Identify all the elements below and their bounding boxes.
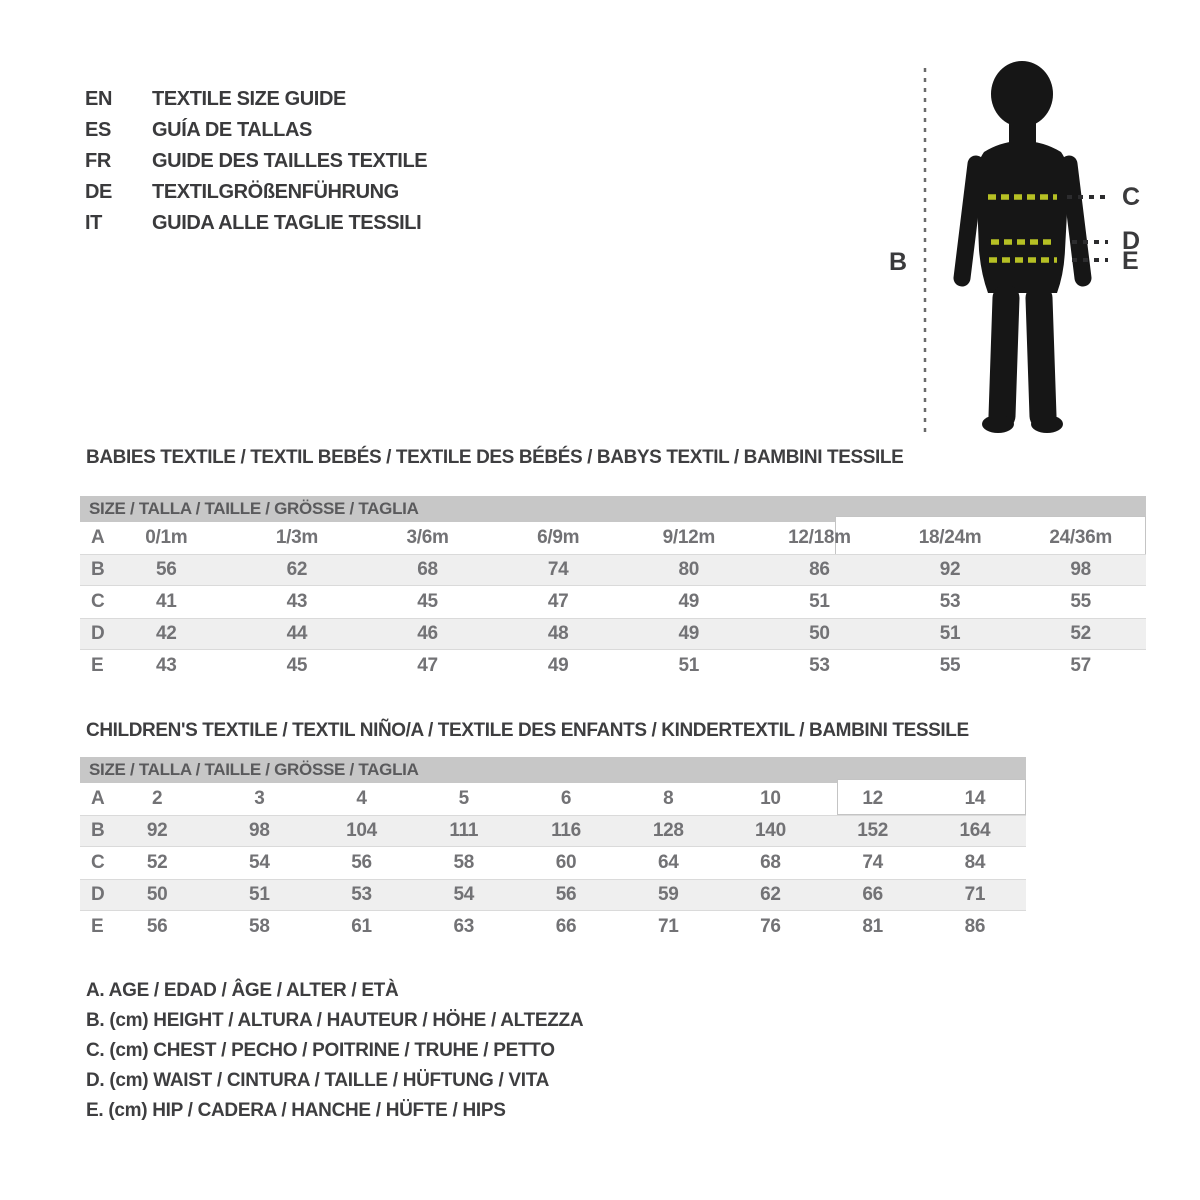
table-cell: 98 — [249, 820, 270, 841]
table-cell: 71 — [657, 916, 679, 937]
table-cell: 41 — [156, 591, 177, 612]
table-cell: 59 — [657, 884, 679, 905]
table-cell: 54 — [249, 852, 270, 873]
table-cell: 152 — [857, 820, 889, 841]
table-cell: 24/36m — [1049, 527, 1112, 548]
table-cell: 45 — [286, 655, 308, 676]
table-cell: 51 — [678, 655, 700, 676]
table-row — [80, 879, 1026, 911]
table-cell: 52 — [146, 852, 168, 873]
table-cell: 49 — [678, 591, 700, 612]
table-cell: 44 — [286, 623, 308, 644]
table-cell: 56 — [351, 852, 372, 873]
language-title: GUÍA DE TALLAS — [152, 119, 312, 141]
table-cell: 81 — [862, 916, 883, 937]
table-cell: 46 — [417, 623, 438, 644]
table-cell: 47 — [547, 591, 569, 612]
table-cell: 104 — [346, 820, 377, 841]
table-cell: 49 — [547, 655, 569, 676]
table-cell: 84 — [964, 852, 986, 873]
table-cell: 51 — [249, 884, 270, 905]
table-body — [80, 522, 1146, 682]
language-row — [85, 146, 427, 177]
table-cell: 58 — [453, 852, 475, 873]
legend-item: B. (cm) HEIGHT / ALTURA / HAUTEUR / HÖHE / ALTEZZA — [86, 1010, 584, 1031]
table-cell: 56 — [146, 916, 168, 937]
children-size-table — [80, 757, 1026, 943]
table-cell: 111 — [449, 820, 479, 841]
table-cell: 60 — [555, 852, 577, 873]
table-cell: 92 — [146, 820, 168, 841]
table-header: SIZE / TALLA / TAILLE / GRÖSSE / TAGLIA — [80, 757, 1026, 783]
table-row-label: C — [91, 852, 105, 873]
table-row-label: D — [91, 884, 105, 905]
legend-item: C. (cm) CHEST / PECHO / POITRINE / TRUHE / PETTO — [86, 1040, 555, 1061]
table-row-label: C — [91, 591, 105, 612]
table-row-label: A — [91, 527, 105, 548]
table-cell: 68 — [760, 852, 781, 873]
table-cell: 56 — [156, 559, 177, 580]
table-cell: 62 — [286, 559, 308, 580]
table-cell: 74 — [862, 852, 883, 873]
table-row — [80, 522, 1146, 554]
table-cell: 47 — [417, 655, 438, 676]
table-cell: 4 — [356, 788, 367, 809]
table-row — [80, 650, 1146, 682]
babies-section-heading: BABIES TEXTILE / TEXTIL BEBÉS / TEXTILE DES BÉBÉS / BABYS TEXTIL / BAMBINI TESSILE — [86, 447, 904, 468]
table-cell: 63 — [453, 916, 475, 937]
height-label: B — [888, 248, 908, 276]
table-cell: 50 — [146, 884, 168, 905]
language-code: DE — [85, 181, 112, 203]
table-cell: 71 — [964, 884, 986, 905]
table-cell: 9/12m — [662, 527, 715, 548]
table-cell: 12 — [862, 788, 883, 809]
table-row-label: E — [91, 916, 104, 937]
language-guide — [85, 84, 427, 239]
table-cell: 6 — [560, 788, 572, 809]
table-cell: 80 — [678, 559, 700, 580]
language-row — [85, 84, 427, 115]
size-figure — [860, 50, 1180, 445]
table-row — [80, 554, 1146, 586]
table-row-label: A — [91, 788, 105, 809]
table-cell: 5 — [458, 788, 469, 809]
table-cell: 61 — [351, 916, 372, 937]
table-cell: 1/3m — [275, 527, 318, 548]
legend-item: E. (cm) HIP / CADERA / HANCHE / HÜFTE / HIPS — [86, 1100, 506, 1121]
table-header: SIZE / TALLA / TAILLE / GRÖSSE / TAGLIA — [80, 496, 1146, 522]
language-title: TEXTILE SIZE GUIDE — [152, 88, 346, 110]
language-code: IT — [85, 212, 102, 234]
table-cell: 43 — [156, 655, 177, 676]
table-cell: 66 — [555, 916, 577, 937]
table-cell: 86 — [964, 916, 986, 937]
language-title: GUIDA ALLE TAGLIE TESSILI — [152, 212, 422, 234]
table-cell: 10 — [760, 788, 781, 809]
table-cell: 86 — [809, 559, 830, 580]
language-code: EN — [85, 88, 112, 110]
table-cell: 8 — [663, 788, 674, 809]
language-title: GUIDE DES TAILLES TEXTILE — [152, 150, 428, 172]
table-cell: 48 — [547, 623, 569, 644]
language-row — [85, 115, 427, 146]
table-cell: 53 — [809, 655, 830, 676]
table-cell: 53 — [939, 591, 961, 612]
size-figure-svg — [860, 50, 1180, 445]
hip-label: E — [1122, 247, 1139, 275]
table-cell: 51 — [939, 623, 961, 644]
language-code: ES — [85, 119, 111, 141]
table-body — [80, 783, 1026, 943]
language-row — [85, 208, 427, 239]
table-cell: 2 — [151, 788, 163, 809]
table-cell: 49 — [678, 623, 700, 644]
table-cell: 3/6m — [406, 527, 449, 548]
table-row — [80, 783, 1026, 815]
table-row-label: D — [91, 623, 105, 644]
table-cell: 18/24m — [918, 527, 982, 548]
table-row — [80, 586, 1146, 618]
table-cell: 51 — [809, 591, 830, 612]
table-cell: 55 — [939, 655, 961, 676]
table-row — [80, 618, 1146, 650]
table-cell: 76 — [760, 916, 781, 937]
table-cell: 6/9m — [537, 527, 580, 548]
table-cell: 116 — [551, 820, 581, 841]
table-cell: 3 — [254, 788, 265, 809]
table-cell: 62 — [760, 884, 781, 905]
table-row — [80, 911, 1026, 943]
table-cell: 164 — [959, 820, 991, 841]
waist-label: D — [1122, 227, 1141, 255]
table-cell: 42 — [156, 623, 177, 644]
table-cell: 98 — [1070, 559, 1091, 580]
table-cell: 52 — [1070, 623, 1091, 644]
table-cell: 54 — [453, 884, 475, 905]
table-cell: 43 — [286, 591, 308, 612]
table-cell: 50 — [809, 623, 830, 644]
table-cell: 68 — [417, 559, 438, 580]
table-cell: 14 — [964, 788, 986, 809]
table-row-label: B — [91, 559, 105, 580]
table-cell: 92 — [939, 559, 961, 580]
table-cell: 55 — [1070, 591, 1091, 612]
table-row — [80, 815, 1026, 847]
table-cell: 0/1m — [145, 527, 188, 548]
language-title: TEXTILGRÖßENFÜHRUNG — [152, 181, 399, 203]
table-cell: 140 — [755, 820, 786, 841]
babies-size-table — [80, 496, 1146, 682]
chest-label: C — [1122, 183, 1141, 211]
children-section-heading: CHILDREN'S TEXTILE / TEXTIL NIÑO/A / TEXTILE DES ENFANTS / KINDERTEXTIL / BAMBINI TESSILE — [86, 720, 969, 741]
table-cell: 66 — [862, 884, 883, 905]
child-silhouette — [962, 61, 1083, 433]
table-cell: 56 — [555, 884, 577, 905]
table-cell: 45 — [417, 591, 438, 612]
table-cell: 74 — [547, 559, 569, 580]
table-cell: 53 — [351, 884, 372, 905]
legend-item: D. (cm) WAIST / CINTURA / TAILLE / HÜFTUNG / VITA — [86, 1070, 550, 1091]
table-cell: 57 — [1070, 655, 1091, 676]
table-row-label: E — [91, 655, 104, 676]
language-row — [85, 177, 427, 208]
table-row — [80, 847, 1026, 879]
legend-item: A. AGE / EDAD / ÂGE / ALTER / ETÀ — [86, 980, 399, 1001]
table-cell: 58 — [249, 916, 270, 937]
table-cell: 64 — [657, 852, 679, 873]
language-code: FR — [85, 150, 111, 172]
table-cell: 128 — [652, 820, 684, 841]
table-cell: 12/18m — [788, 527, 851, 548]
table-row-label: B — [91, 820, 105, 841]
measurement-legend — [86, 976, 583, 1126]
